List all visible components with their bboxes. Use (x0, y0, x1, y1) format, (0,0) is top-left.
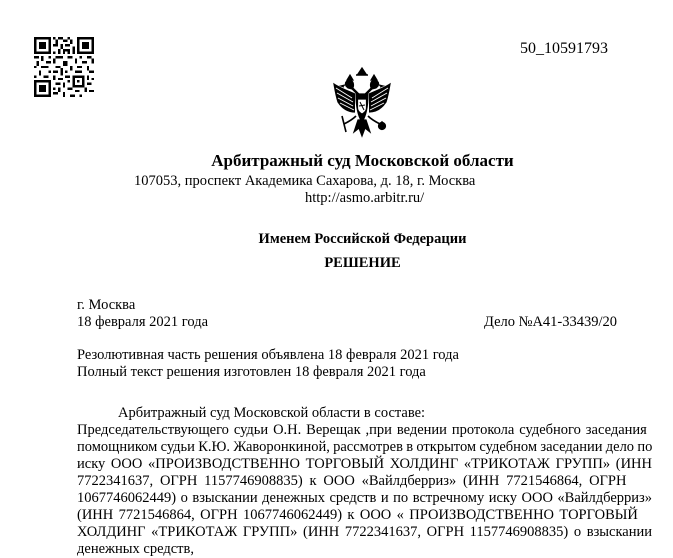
decision-heading: РЕШЕНИЕ (324, 255, 401, 271)
body-line: помощником судьи К.Ю. Жаворонкиной, рассмотрев в открытом судебном заседании дело по (77, 439, 653, 455)
body-line: ХОЛДИНГ «ТРИКОТАЖ ГРУПП» (ИНН 7722341637, ОГРН 1157746908835) о взыскании (77, 524, 653, 540)
body-line: Председательствующего судьи О.Н. Верещак ,при ведении протокола судебного заседания (77, 422, 647, 438)
body-line: Арбитражный суд Московской области в составе: (118, 405, 426, 421)
court-address: 107053, проспект Академика Сахарова, д. 18, г. Москва (134, 173, 476, 189)
body-line: (ИНН 7721546864, ОГРН 1067746062449) к ООО « ПРОИЗВОДСТВЕННО ТОРГОВЫЙ (77, 507, 638, 523)
decision-date: 18 февраля 2021 года (77, 314, 209, 330)
city: г. Москва (77, 297, 136, 313)
document-code: 50_10591793 (520, 40, 608, 57)
case-number: Дело №А41-33439/20 (484, 314, 618, 330)
body-line: денежных средств, (77, 541, 194, 557)
body-line: 7722341637, ОГРН 1157746908835) к ООО «Вайлдберриз» (ИНН 7721546864, ОГРН (77, 473, 627, 489)
operative-part-announcement: Резолютивная часть решения объявлена 18 февраля 2021 года (77, 347, 459, 363)
body-line: иску ООО «ПРОИЗВОДСТВЕННО ТОРГОВЫЙ ХОЛДИНГ «ТРИКОТАЖ ГРУПП» (ИНН (77, 456, 652, 472)
court-name: Арбитражный суд Московской области (211, 151, 514, 170)
in-name-heading: Именем Российской Федерации (258, 231, 467, 247)
court-website-link[interactable]: http://asmo.arbitr.ru/ (305, 190, 425, 206)
body-line: 1067746062449) о взыскании денежных средств и по встречному иску ООО «Вайлдберриз» (77, 490, 653, 506)
qr-code-icon (34, 37, 94, 97)
russian-coat-of-arms-icon (328, 66, 396, 140)
full-text-announcement: Полный текст решения изготовлен 18 февраля 2021 года (77, 364, 426, 380)
